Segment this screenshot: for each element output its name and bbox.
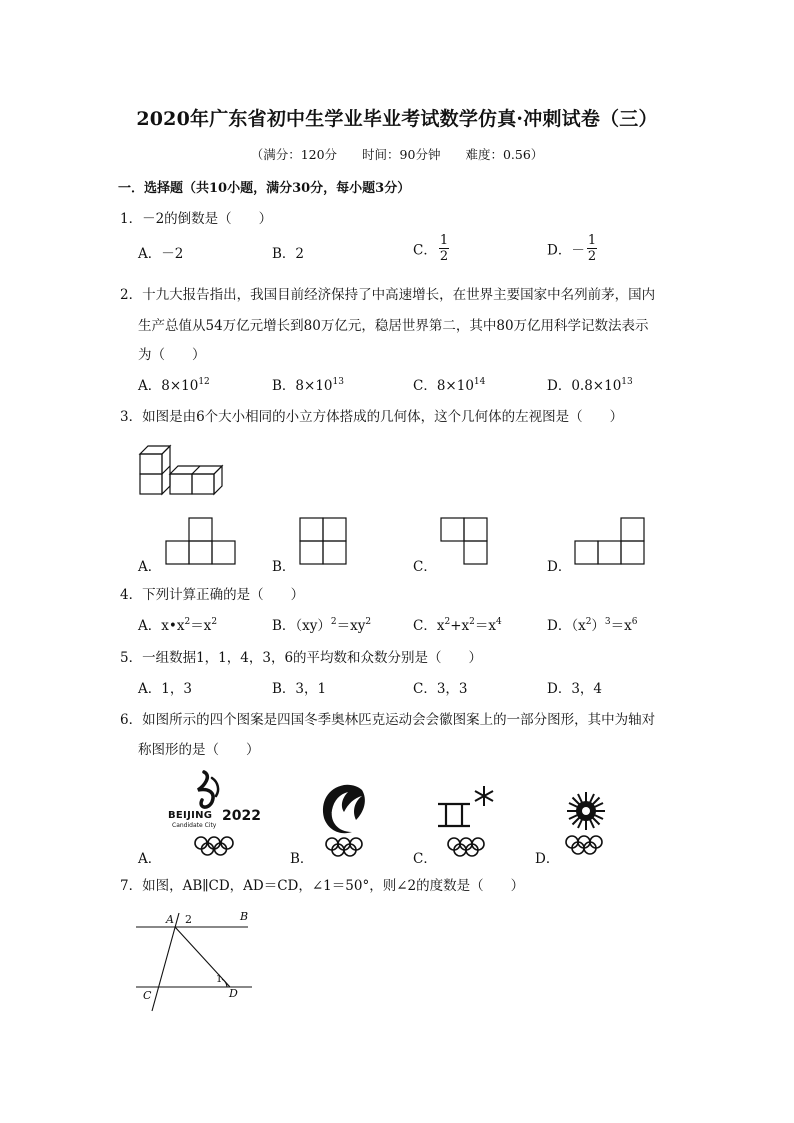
q2-d-base: D．0.8×10 <box>547 378 622 394</box>
q4-option-d[interactable] <box>547 614 638 634</box>
q3-option-a-view[interactable] <box>166 518 238 566</box>
q6-option-d[interactable]: D． <box>535 851 560 867</box>
cube-front-face <box>140 474 162 494</box>
q1-option-d[interactable] <box>547 233 597 264</box>
q4-d-part: ） <box>591 618 605 634</box>
q2-option-a[interactable] <box>138 374 210 394</box>
q4-b-exp: 2 <box>365 617 372 627</box>
question-6-line-2: 称图形的是（ ） <box>138 742 260 758</box>
nagano-emblem[interactable] <box>558 790 614 858</box>
q7-geometry-figure <box>130 905 260 1015</box>
q5-option-a[interactable]: A．1，3 <box>138 681 192 697</box>
q3-option-d[interactable]: D． <box>547 559 572 575</box>
q2-b-exponent: 13 <box>332 377 344 387</box>
q6-option-a[interactable]: A． <box>138 851 162 867</box>
q4-d-part: D．（x <box>547 618 586 634</box>
q5-option-c[interactable]: C．3，3 <box>413 681 468 697</box>
q2-option-d[interactable] <box>547 374 633 394</box>
q2-a-exponent: 12 <box>198 377 210 387</box>
q4-a-exp: 2 <box>211 617 218 627</box>
q4-d-exp: 3 <box>604 617 611 627</box>
emblem-year: 2022 <box>222 808 261 824</box>
olympic-rings <box>326 838 362 856</box>
section-heading: 一．选择题（共10小题，满分30分，每小题3分） <box>118 181 411 196</box>
q3-option-c-view[interactable] <box>441 518 491 566</box>
q6-option-b[interactable]: B． <box>290 851 314 867</box>
q4-c-part: ＝x <box>474 618 496 634</box>
q4-b-part: ＝xy <box>336 618 366 634</box>
q4-d-part: ＝x <box>610 618 632 634</box>
salt-lake-emblem[interactable] <box>434 784 498 858</box>
point-d-label: D <box>229 987 238 1000</box>
q1-option-d-label: D．－ <box>547 242 585 259</box>
question-4-stem: 4．下列计算正确的是（ ） <box>120 587 305 603</box>
q4-a-part: A．x•x <box>138 618 185 634</box>
q1-option-b[interactable]: B．2 <box>272 246 305 262</box>
q2-option-c[interactable] <box>413 374 485 394</box>
q3-option-a[interactable]: A． <box>138 559 162 575</box>
question-2-line-3: 为（ ） <box>138 347 206 363</box>
q3-option-b-view[interactable] <box>300 518 350 566</box>
fraction-numerator: 1 <box>439 233 449 248</box>
question-2-line-2: 生产总值从54万亿元增长到80万亿元，稳居世界第二，其中80万亿用科学记数法表示 <box>138 318 649 334</box>
q2-b-base: B．8×10 <box>272 378 333 394</box>
q4-c-part: C．x <box>413 618 445 634</box>
q4-b-part: B．（xy） <box>272 618 331 634</box>
q2-d-exponent: 13 <box>621 377 633 387</box>
q3-solid-figure <box>138 440 218 500</box>
q4-c-exp: 4 <box>495 617 502 627</box>
point-c-label: C <box>143 989 152 1002</box>
cube-front-face <box>140 454 162 474</box>
torino-emblem[interactable] <box>316 782 372 858</box>
q4-b-exp: 2 <box>330 617 337 627</box>
cube-side-face <box>214 466 222 494</box>
angle-2-label: 2 <box>185 913 192 926</box>
q4-option-c[interactable] <box>413 614 502 634</box>
q2-option-b[interactable] <box>272 374 344 394</box>
question-1-stem: 1．－2的倒数是（ ） <box>120 211 273 227</box>
emblem-subtitle: Candidate City <box>172 822 217 829</box>
q2-a-base: A．8×10 <box>138 378 199 394</box>
star-icon <box>475 786 493 806</box>
cube-front-face <box>170 474 192 494</box>
point-a-label: A <box>166 913 174 926</box>
angle-1-label: 1 <box>216 974 223 985</box>
q2-c-exponent: 14 <box>473 377 486 387</box>
olympic-rings <box>448 838 484 856</box>
question-2-line-1: 2．十九大报告指出，我国目前经济保持了中高速增长，在世界主要国家中名列前茅，国内 <box>120 287 656 303</box>
q3-option-d-view[interactable] <box>575 518 647 566</box>
q1-option-c-fraction <box>439 233 449 264</box>
q5-option-b[interactable]: B．3，1 <box>272 681 327 697</box>
q4-a-part: ＝x <box>190 618 212 634</box>
q4-d-exp: 2 <box>585 617 592 627</box>
question-3-stem: 3．如图是由6个大小相同的小立方体搭成的几何体，这个几何体的左视图是（ ） <box>120 409 624 425</box>
q1-option-c[interactable] <box>413 233 449 264</box>
q1-option-a[interactable]: A．－2 <box>138 246 184 262</box>
exam-meta: （满分：120分 时间：90分钟 难度：0.56） <box>250 147 544 162</box>
page-title: 2020年广东省初中生学业毕业考试数学仿真·冲刺试卷（三） <box>136 108 658 130</box>
olympic-rings <box>566 836 602 854</box>
q4-c-exp: 2 <box>469 617 475 627</box>
q4-option-b[interactable] <box>272 614 371 634</box>
question-7-stem: 7．如图，AB∥CD，AD＝CD，∠1＝50°，则∠2的度数是（ ） <box>120 878 525 894</box>
fraction-denominator: 2 <box>439 249 449 264</box>
angle-1-arc <box>222 979 227 987</box>
fraction-numerator: 1 <box>587 233 597 248</box>
q2-c-base: C．8×10 <box>413 378 474 394</box>
question-6-line-1: 6．如图所示的四个图案是四国冬季奥林匹克运动会会徽图案上的一部分图形，其中为轴对 <box>120 712 656 728</box>
question-5-stem: 5．一组数据1，1，4，3，6的平均数和众数分别是（ ） <box>120 650 483 666</box>
q3-option-b[interactable]: B． <box>272 559 296 575</box>
q4-a-exp: 2 <box>184 617 191 627</box>
q1-option-c-label: C． <box>413 242 437 259</box>
beijing-emblem[interactable] <box>168 768 261 856</box>
q4-option-a[interactable] <box>138 614 217 634</box>
q6-option-c[interactable]: C． <box>413 851 437 867</box>
q4-c-part: +x <box>450 618 470 634</box>
fraction-denominator: 2 <box>587 249 597 264</box>
point-b-label: B <box>240 910 249 923</box>
q1-option-d-fraction <box>587 233 597 264</box>
emblem-city: BEIJING <box>168 810 213 821</box>
cube-front-face <box>192 474 214 494</box>
q5-option-d[interactable]: D．3，4 <box>547 681 603 697</box>
q4-d-exp: 6 <box>631 617 638 627</box>
q3-option-c[interactable]: C． <box>413 559 437 575</box>
q4-c-exp: 2 <box>444 617 451 627</box>
